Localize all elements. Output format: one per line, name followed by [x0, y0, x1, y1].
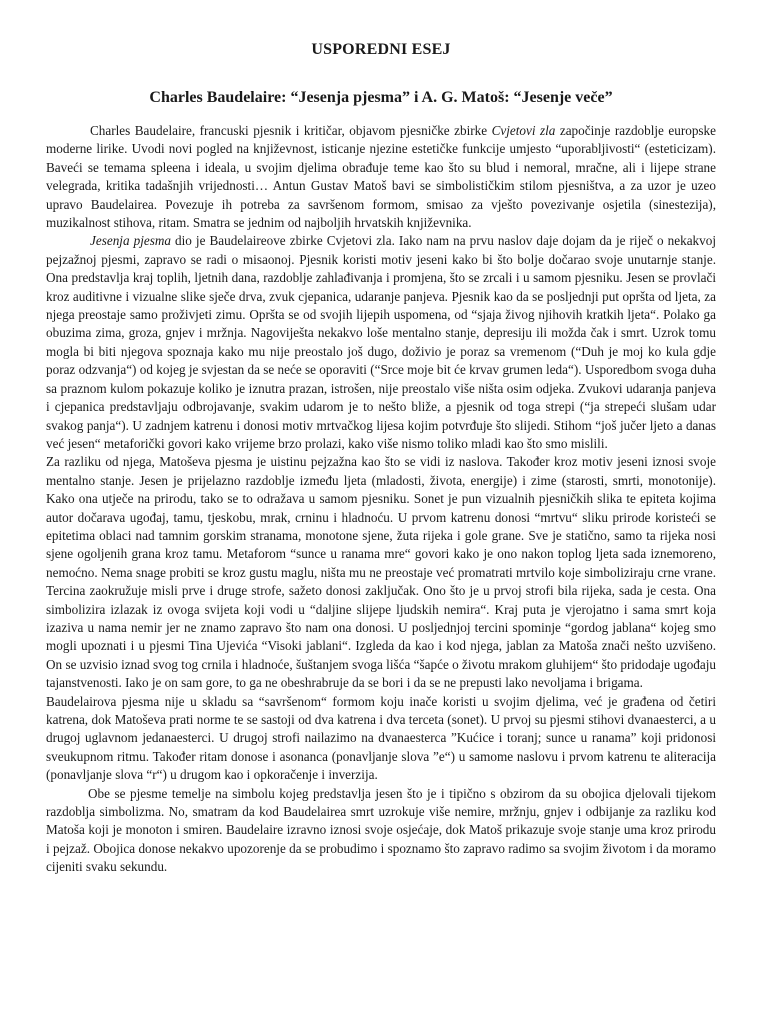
paragraph-intro [46, 122, 716, 232]
paragraph-conclusion: Obe se pjesme temelje na simbolu kojeg predstavlja jesen što je i tipično s obzirom da su obojica djelovali tijekom razdoblja simbolizma. No, smatram da kod Baudelairea smrt uzrokuje više nemire, mržnju, gnjev i odbijanje za razliku kod Matoša koji je monoton i smiren. Baudelaire izravno iznosi svoje osjećaje, dok Matoš prikazuje svoje stanje uma kroz prirodu i pejzaž. Obojica donose nekakvo upozorenje da se probudimo i spoznamo što zapravo radimo sa svojim životom i da moramo cijeniti svaku sekundu. [46, 785, 716, 875]
essay-body [46, 122, 716, 877]
paragraph-form: Baudelairova pjesma nije u skladu sa “savršenom“ formom koju inače koristi u svojim djelima, već je građena od četiri katrena, dok Matoševa prati norme te se sastoji od dva katrena i dva terceta (sonet). U prvoj su pjesmi stihovi dvanaesterci, a u drugoj uglavnom jedanaesterci. U drugoj strofi nailazimo na dvanaesterca ”Kućice i toranj; sunce u ranama” koji pridonosi sveukupnom ritmu. Također ritam donose i asonanca (ponavljanje slova ”e“) u samome naslovu i prvom katrenu te aliteracija (ponavljanje slova “r“) u drugom kao i opkoračenje i inverzija. [46, 693, 716, 783]
paragraph-text: Charles Baudelaire, francuski pjesnik i kritičar, objavom pjesničke zbirke [90, 123, 492, 138]
emphasized-title: Jesenja pjesma [90, 233, 171, 249]
paragraph-text: dio je Baudelaireove zbirke Cvjetovi zla. Iako nam na prvu naslov daje dojam da je riječ o nekakvoj pejzažnoj pjesmi, zapravo se radi o misaonoj. Pjesnik koristi motiv jeseni kako bi što bolje dočarao svoje unutarnje stanje. Ona predstavlja kraj toplih, ljetnih dana, razdoblje zahlađivanja i promjena, što se zrcali i u samom pjesniku. Jesen se provlači kroz auditivne i vizualne slike sječe drva, zvuk cjepanica, udaranje panjeva. Pjesnik kao da se posljednji put opršta od ljeta, za njega preostaje samo proživjeti zimu. Opršta se od svojih lijepih uspomena, od “sjaja živog njihovih kratkih ljeta“. Polako ga obuzima zima, groza, gnjev i mržnja. Nagoviješta nekakvo loše mentalno stanje, depresiju ili možda čak i smrt. Uzrok tomu mogla bi biti njegova spoznaja kako mu nije preostalo još dugo, doživio je poraz sa vremenom (“Duh je moj ko kula gdje poraz odzvanja“) od kojeg je svjestan da se neće se oporaviti (“Srce moje bit će krvav grumen leda“). Usporedbom svoga duha sa praznom kulom pokazuje koliko je iznutra prazan, istrošen, nije preostalo više ništa osim odjeka. Zvukovi udaranja panjeva i cjepanica predstavljaju odbrojavanje, svakim udarom je to nešto bliže, a pjesnik od toga strepi (“ja strepeći slušam udar svakog panja“). U zadnjem katrenu i donosi motiv mrtvačkog lijesa kojim potvrđuje što slijedi. Stihom “još jučer ljeto a danas već jesen“ metaforički govori kako vrijeme brzo prolazi, kako više nismo toliko mladi kao što smo mislili. [46, 233, 716, 451]
paragraph-matos: Za razliku od njega, Matoševa pjesma je uistinu pejzažna kao što se vidi iz naslova. Također kroz motiv jeseni iznosi svoje mentalno stanje. Jesen je prijelazno razdoblje između ljeta (mladosti, života, energije) i zime (starosti, smrti, monotonije). Kako ona utječe na prirodu, tako se to odražava u samom pjesniku. Sonet je pun vizualnih pjesničkih slika te epiteta kojima autor dočarava ugođaj, tamu, tjeskobu, mrak, crninu i hladnoću. U prvom katrenu donosi “mrtvu“ sliku prirode koristeći se epitetima oblaci nad tamnim gorskim stranama, monotone sjene, žuta rijeka i gole grane. Sve je statično, samo ta rijeka nosi sjene ogoljenih grana kroz tamu. Metaforom “sunce u ranama mre“ govori kako je ono nakon toplog ljeta sada iznemoreno, nemoćno. Nema snage probiti se kroz gustu maglu, ništa mu ne preostaje već promatrati mrtvilo koje simboliziraju crne vrane. Tercina zaokružuje misli prve i druge strofe, sažeto donosi zaključak. Ono što je u prvoj strofi bila rijeka, sada je cesta. Ona simbolizira izlazak iz ovoga svijeta koji vodi u “daljine slijepe ljudskih nemira“. Kraj puta je vjerojatno i sama smrt koja izaziva u nama nemir jer ne znamo zapravo što nam ona donosi. U posljednjoj tercini spominje “gordog jablana“ kojeg smo mogli upoznati i u pjesmi Tina Ujevića “Visoki jablani“. Izgleda da kao i kod njega, jablan za Matoša znači nešto uzvišeno. On se uzvisio iznad svog tog crnila i hladnoće, šuštanjem svoga lišća “šapće o životu mrakom gluhijem“ što pridodaje ugođaju tajanstvenosti. Iako je on sam gore, to ga ne obeshrabruje da se bori i da se ne prepusti lako nevoljama i brigama. [46, 454, 716, 691]
paragraph-text: započinje razdoblje europske moderne lirike. Uvodi novi pogled na književnost, isticanje njezine estetičke funkcije umjesto “uporabljivosti“ (esteticizam). Baveći se temama spleena i ideala, u svojim djelima obrađuje teme kao što su blud i nemoral, mračne, ali i lijepe strane velegrada, kritika tadašnjih vrijednosti… Antun Gustav Matoš bavi se simbolističkim stilom pjesništva, a za uzor je uzeo upravo Baudelairea. Povezuje ih potreba za savršenom formom, smisao za vješto povezivanje osjetila (sinestezija), muzikalnost stihova, ritam. Smatra se jednim od najboljih hrvatskih književnika. [46, 123, 716, 231]
essay-subtitle: Charles Baudelaire: “Jesenja pjesma” i A. G. Matoš: “Jesenje veče” [149, 89, 613, 106]
paragraph-baudelaire [46, 232, 716, 453]
emphasized-title: Cvjetovi zla [491, 123, 556, 138]
page-title: USPOREDNI ESEJ [311, 41, 451, 58]
